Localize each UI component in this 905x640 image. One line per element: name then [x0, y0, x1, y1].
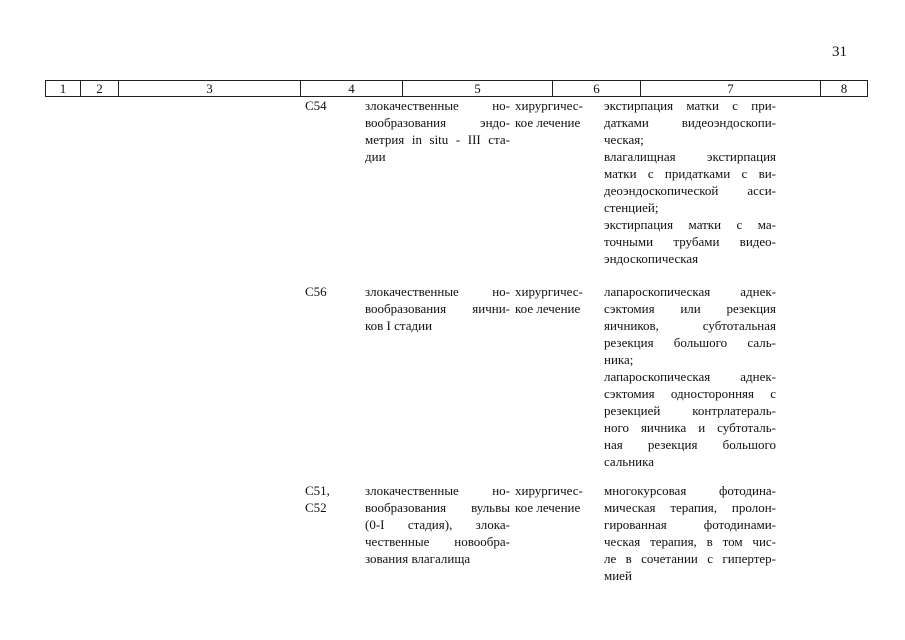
- row-1-code: [305, 97, 350, 114]
- diagnosis-line: злокачественные но-: [365, 483, 510, 498]
- method-line: сальника: [604, 454, 655, 469]
- row-2-code: [305, 283, 350, 300]
- row-3-method: [604, 482, 776, 584]
- method-line: сэктомия или резекция: [604, 301, 776, 316]
- method-line: сэктомия односторонняя с: [604, 386, 776, 401]
- diagnosis-line: дии: [365, 149, 386, 164]
- method-line: ная резекция большого: [604, 437, 776, 452]
- method-line: многокурсовая фотодина-: [604, 483, 776, 498]
- row-1-method: [604, 97, 776, 267]
- diagnosis-line: зования влагалища: [365, 551, 471, 566]
- diagnosis-line: ков I стадии: [365, 318, 433, 333]
- method-line: деоэндоскопической асси-: [604, 183, 776, 198]
- diagnosis-line: метрия in situ - III ста-: [365, 132, 510, 147]
- method-line: датками видеоэндоскопи-: [604, 115, 776, 130]
- method-line: яичников, субтотальная: [604, 318, 776, 333]
- method-line: точными трубами видео-: [604, 234, 776, 249]
- method-line: эндоскопическая: [604, 251, 699, 266]
- header-col-1: 1: [46, 81, 81, 96]
- row-2-treatment: [515, 283, 598, 317]
- method-line: лапароскопическая аднек-: [604, 369, 776, 384]
- code-line: C52: [305, 500, 327, 515]
- method-line: резекцией контрлатераль-: [604, 403, 776, 418]
- row-3-diagnosis: [365, 482, 510, 567]
- method-line: ле в сочетании с гипертер-: [604, 551, 776, 566]
- header-col-7: 7: [641, 81, 821, 96]
- treatment-line: кое лечение: [515, 301, 581, 316]
- row-3-code: [305, 482, 350, 516]
- method-line: резекция большого саль-: [604, 335, 776, 350]
- header-col-4: 4: [301, 81, 403, 96]
- diagnosis-line: вообразования эндо-: [365, 115, 510, 130]
- treatment-line: хирургичес-: [515, 98, 583, 113]
- method-line: влагалищная экстирпация: [604, 149, 776, 164]
- treatment-line: хирургичес-: [515, 284, 583, 299]
- method-line: матки с придатками с ви-: [604, 166, 776, 181]
- header-col-6: 6: [553, 81, 641, 96]
- method-line: мическая терапия, пролон-: [604, 500, 776, 515]
- method-line: лапароскопическая аднек-: [604, 284, 776, 299]
- method-line: экстирпация матки с ма-: [604, 217, 776, 232]
- header-col-5: 5: [403, 81, 553, 96]
- method-line: мией: [604, 568, 632, 583]
- treatment-line: кое лечение: [515, 115, 581, 130]
- header-col-8: 8: [840, 81, 848, 96]
- treatment-line: кое лечение: [515, 500, 581, 515]
- method-line: экстирпация матки с при-: [604, 98, 776, 113]
- header-col-3: 3: [119, 81, 301, 96]
- page-number: 31: [832, 44, 847, 60]
- method-line: ника;: [604, 352, 634, 367]
- row-2-method: [604, 283, 776, 470]
- method-line: гированная фотодинами-: [604, 517, 776, 532]
- row-1-diagnosis: [365, 97, 510, 165]
- code-line: C51,: [305, 483, 330, 498]
- method-line: ческая терапия, в том чис-: [604, 534, 776, 549]
- diagnosis-line: чественные новообра-: [365, 534, 510, 549]
- diagnosis-line: злокачественные но-: [365, 284, 510, 299]
- diagnosis-line: злокачественные но-: [365, 98, 510, 113]
- method-line: ного яичника и субтоталь-: [604, 420, 776, 435]
- diagnosis-line: вообразования вульвы: [365, 500, 510, 515]
- code-line: C56: [305, 284, 327, 299]
- header-col-2: 2: [81, 81, 119, 96]
- row-2-diagnosis: [365, 283, 510, 334]
- row-1-treatment: [515, 97, 598, 131]
- row-3-treatment: [515, 482, 598, 516]
- treatment-line: хирургичес-: [515, 483, 583, 498]
- method-line: стенцией;: [604, 200, 659, 215]
- code-line: C54: [305, 98, 327, 113]
- method-line: ческая;: [604, 132, 644, 147]
- table-header-row: [45, 80, 868, 97]
- diagnosis-line: (0-I стадия), злока-: [365, 517, 510, 532]
- diagnosis-line: вообразования яични-: [365, 301, 510, 316]
